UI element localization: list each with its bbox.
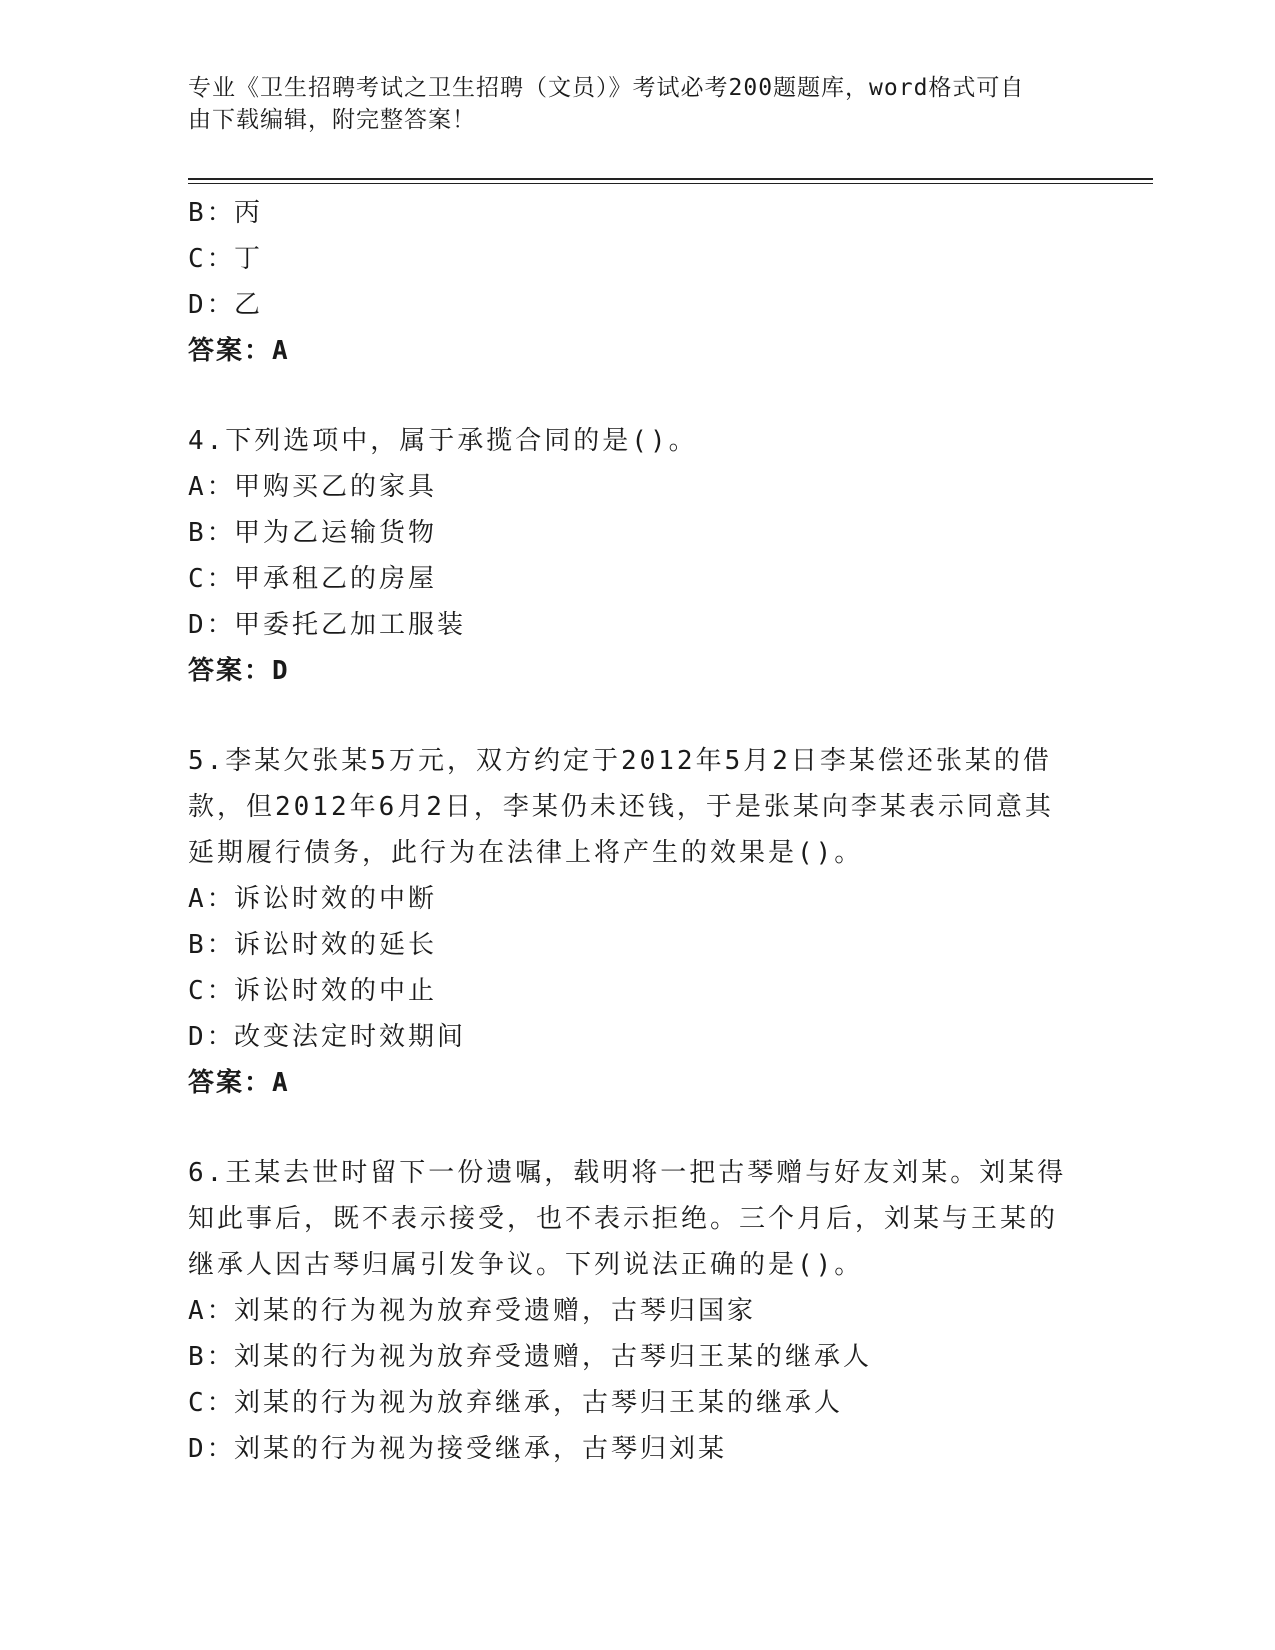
option-c: C：丁 (188, 244, 264, 274)
option-c: C：刘某的行为视为放弃继承，古琴归王某的继承人 (188, 1388, 844, 1418)
question-6 (188, 1150, 1088, 1472)
spacer (188, 374, 1088, 418)
header-divider-thin (188, 183, 1153, 184)
option-d: D：刘某的行为视为接受继承，古琴归刘某 (188, 1434, 728, 1464)
answer: 答案：A (188, 336, 290, 366)
question-5 (188, 738, 1088, 1106)
spacer (188, 1106, 1088, 1150)
option-b: B：丙 (188, 198, 264, 228)
option-a: A：甲购买乙的家具 (188, 472, 438, 502)
question-3-tail (188, 190, 1088, 374)
answer: 答案：A (188, 1068, 290, 1098)
option-b: B：刘某的行为视为放弃受遗赠，古琴归王某的继承人 (188, 1342, 873, 1372)
option-d: D：乙 (188, 290, 264, 320)
question-stem: 知此事后，既不表示接受，也不表示拒绝。三个月后，刘某与王某的 (188, 1204, 1059, 1234)
question-4 (188, 418, 1088, 694)
option-a: A：刘某的行为视为放弃受遗赠，古琴归国家 (188, 1296, 757, 1326)
header-line-2: 由下载编辑，附完整答案！ (188, 107, 476, 133)
question-content (188, 190, 1088, 1472)
option-c: C：甲承租乙的房屋 (188, 564, 438, 594)
option-b: B：诉讼时效的延长 (188, 930, 438, 960)
answer: 答案：D (188, 656, 290, 686)
header-line-1: 专业《卫生招聘考试之卫生招聘（文员）》考试必考200题题库，word格式可自 (188, 75, 1025, 101)
option-a: A：诉讼时效的中断 (188, 884, 438, 914)
question-stem: 4.下列选项中，属于承揽合同的是()。 (188, 426, 698, 456)
document-header (188, 72, 1068, 136)
spacer (188, 694, 1088, 738)
option-d: D：改变法定时效期间 (188, 1022, 467, 1052)
header-divider-thick (188, 178, 1153, 180)
question-stem: 5.李某欠张某5万元，双方约定于2012年5月2日李某偿还张某的借 (188, 746, 1052, 776)
option-b: B：甲为乙运输货物 (188, 518, 438, 548)
question-stem: 款，但2012年6月2日，李某仍未还钱，于是张某向李某表示同意其 (188, 792, 1054, 822)
option-d: D：甲委托乙加工服装 (188, 610, 467, 640)
question-stem: 继承人因古琴归属引发争议。下列说法正确的是()。 (188, 1250, 864, 1280)
option-c: C：诉讼时效的中止 (188, 976, 438, 1006)
question-stem: 6.王某去世时留下一份遗嘱，载明将一把古琴赠与好友刘某。刘某得 (188, 1158, 1067, 1188)
question-stem: 延期履行债务，此行为在法律上将产生的效果是()。 (188, 838, 864, 868)
